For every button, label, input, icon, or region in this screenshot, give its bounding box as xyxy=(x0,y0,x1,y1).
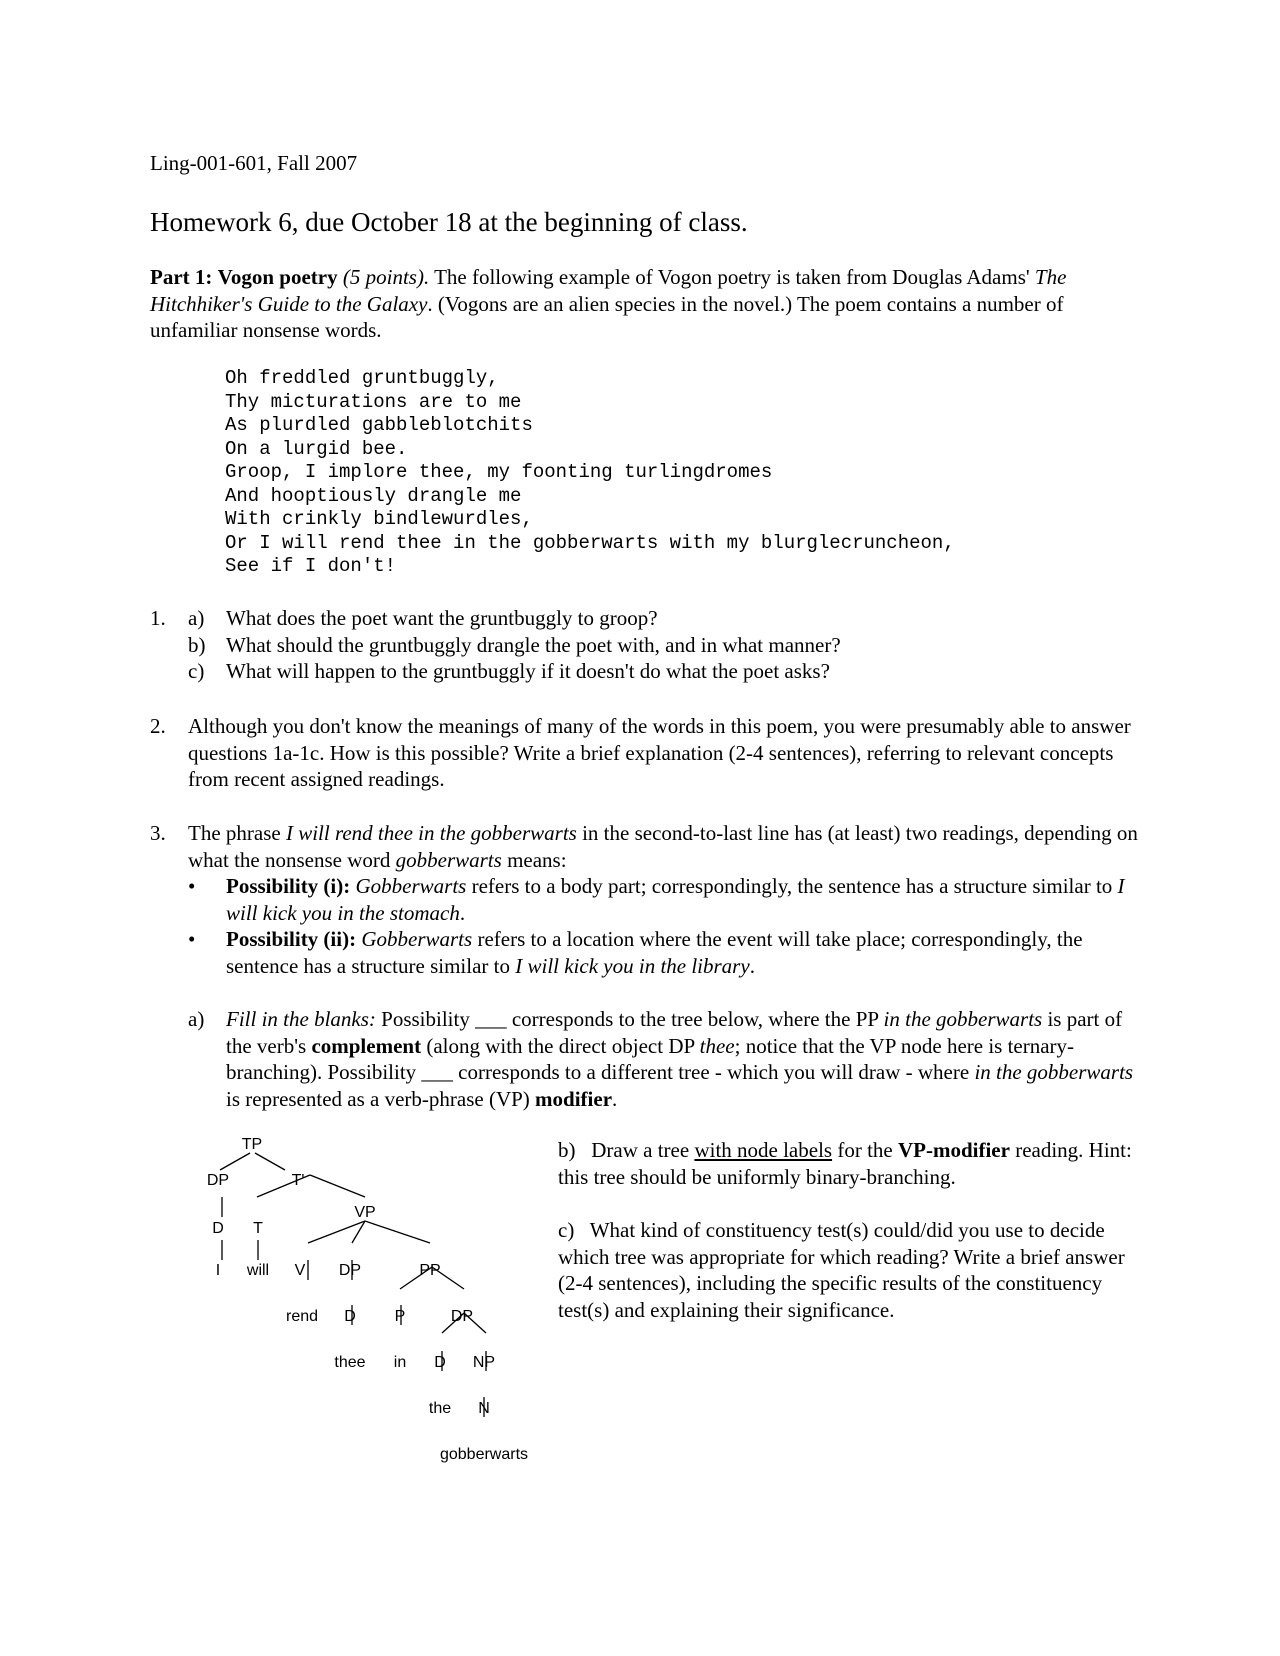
node-p: P xyxy=(394,1308,406,1325)
page-title: Homework 6, due October 18 at the beginning of class. xyxy=(150,207,748,237)
possibility-i: • Possibility (i): Gobberwarts refers to a body part; correspondingly, the sentence has a structure similar to I will kick you in the stomach. xyxy=(188,874,1125,925)
part1-intro-text: The following example of Vogon poetry is taken from Douglas Adams' xyxy=(429,265,1035,289)
vogon-poem xyxy=(225,367,1125,579)
node-t: T xyxy=(253,1220,263,1237)
node-vp: VP xyxy=(354,1204,376,1221)
question-2-text: Although you don't know the meanings of many of the words in this poem, you were presumably able to answer questions 1a-1c. How is this possible? Write a brief explanation (2-4 sentences), referring to relevant concepts from recent assigned readings. xyxy=(188,714,1131,791)
question-3b: b) Draw a tree with node labels for the VP-modifier reading. Hint: this tree should be uniformly binary-branching. xyxy=(558,1138,1132,1189)
question-3 xyxy=(150,820,1140,979)
leaf-i: I xyxy=(215,1262,221,1279)
word: gobberwarts xyxy=(395,847,502,872)
bullet: • xyxy=(188,874,196,898)
question-1c xyxy=(150,658,1140,685)
phrase: I will rend thee in the gobberwarts xyxy=(285,821,577,845)
question-2 xyxy=(150,713,1140,793)
node-dp: DP xyxy=(450,1308,474,1325)
syntax-tree xyxy=(190,1135,550,1505)
question-number: 3. xyxy=(150,821,166,845)
underlined-text: with node labels xyxy=(694,1138,833,1162)
question-3a xyxy=(188,1006,1138,1112)
node-d: D xyxy=(212,1220,224,1237)
question-3c xyxy=(558,1217,1148,1323)
node-n: N xyxy=(478,1400,490,1417)
question-1 xyxy=(150,605,1140,685)
item-label: b) xyxy=(188,632,206,657)
poem-line: Groop, I implore thee, my foonting turlingdromes xyxy=(225,461,773,483)
item-label: c) xyxy=(188,659,205,683)
poem-line: As plurdled gabbleblotchits xyxy=(225,414,533,436)
poem-line: On a lurgid bee. xyxy=(225,437,408,460)
poem-line: With crinkly bindlewurdles, xyxy=(225,508,533,530)
node-tp: TP xyxy=(241,1136,263,1153)
part1-intro xyxy=(150,264,1140,344)
leaf-rend: rend xyxy=(285,1308,319,1325)
item-label: a) xyxy=(188,1007,205,1031)
node-v: V xyxy=(294,1262,306,1279)
possibility-ii: • Possibility (ii): Gobberwarts refers to a location where the event will take place; correspondingly, the sentence has a structure similar to I will kick you in the library. xyxy=(188,927,1083,978)
poem-line: Or I will rend thee in the gobberwarts with my blurglecruncheon, xyxy=(225,531,955,554)
question-1b xyxy=(150,632,1140,659)
poem-line: Thy micturations are to me xyxy=(225,390,522,413)
part1-points: (5 points). xyxy=(342,265,430,289)
leaf-the: the xyxy=(428,1400,452,1417)
leaf-gobberwarts: gobberwarts xyxy=(439,1446,529,1463)
part1-label: Part 1: xyxy=(150,265,213,289)
poem-line: Oh freddled gruntbuggly, xyxy=(225,367,499,389)
part1-intro-text-2: . (Vogons are an alien species in the novel.) The poem contains a number of unfamiliar nonsense words. xyxy=(150,291,1064,342)
part1-name: Vogon poetry xyxy=(217,265,338,289)
question-3c-text: What kind of constituency test(s) could/did you use to decide which tree was appropriate for which reading? Write a brief answer (2-4 sentences), including the specific results of the constituency test(s) and explaining their significance. xyxy=(558,1218,1125,1322)
leaf-will: will xyxy=(246,1262,270,1279)
item-text: What will happen to the gruntbuggly if it doesn't do what the poet asks? xyxy=(226,659,830,683)
tree-labels xyxy=(207,1136,528,1463)
question-3-text: The phrase I will rend thee in the gobberwarts in the second-to-last line has (at least) two readings, depending on what the nonsense word gobberwarts means: xyxy=(188,821,1138,872)
node-pp: PP xyxy=(419,1262,441,1279)
node-dp: DP xyxy=(206,1172,230,1189)
possibility-label: Possibility (i): xyxy=(226,874,351,898)
node-np: NP xyxy=(472,1354,496,1371)
possibility-label: Possibility (ii): xyxy=(226,927,357,951)
poem-line: See if I don't! xyxy=(225,555,397,577)
course-line: Ling-001-601, Fall 2007 xyxy=(150,151,358,175)
leaf-thee: thee xyxy=(334,1354,366,1371)
node-dp: DP xyxy=(338,1262,362,1279)
item-label: c) xyxy=(558,1218,575,1242)
tree-branches xyxy=(215,1153,486,1417)
question-1a xyxy=(150,605,1140,632)
bullet: • xyxy=(188,927,196,951)
leaf-in: in xyxy=(393,1354,407,1371)
item-text: What should the gruntbuggly drangle the poet with, and in what manner? xyxy=(226,632,841,657)
question-number: 2. xyxy=(150,714,166,738)
node-tbar: T' xyxy=(291,1172,305,1189)
item-text: What does the poet want the gruntbuggly to groop? xyxy=(226,606,658,630)
question-number: 1. xyxy=(150,606,166,630)
item-label: b) xyxy=(558,1138,576,1162)
node-d: D xyxy=(434,1354,446,1371)
poem-line: And hooptiously drangle me xyxy=(225,484,522,507)
node-d: D xyxy=(344,1308,356,1325)
question-3a-text: Fill in the blanks: Possibility ___ corresponds to the tree below, where the PP in the gobberwarts is part of the verb's complement (along with the direct object DP thee; notice that the VP node here is ternary-branching). Possibility ___ corresponds to a different tree - which you will draw - where in the gobberwarts is represented as a verb-phrase (VP) modifier. xyxy=(226,1007,1134,1111)
item-label: a) xyxy=(188,606,205,630)
book-title: The Hitchhiker's Guide to the Galaxy xyxy=(150,265,1067,316)
